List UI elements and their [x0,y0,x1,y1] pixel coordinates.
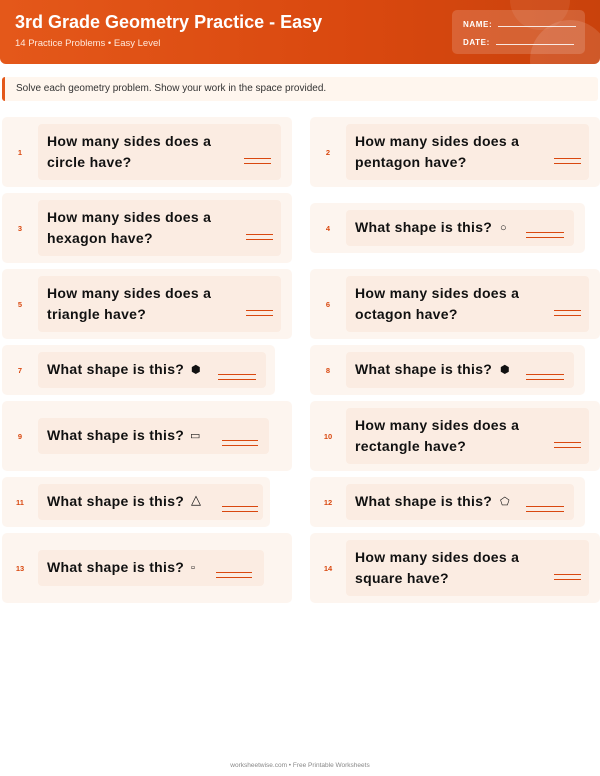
footer: worksheetwise.com • Free Printable Worksheets [230,762,370,769]
date-line[interactable] [496,44,574,45]
problem-number: 12 [323,498,333,507]
question-text: What shape is this? [355,219,493,235]
problem-box [346,210,574,246]
answer-blank[interactable] [554,158,581,164]
problem-box [38,484,263,520]
problem-number: 6 [325,300,331,309]
answer-blank[interactable] [222,506,258,512]
problem-card [310,345,585,395]
page-subtitle: 14 Practice Problems • Easy Level [15,38,161,49]
rectangle-icon: ▭ [190,430,201,442]
answer-blank[interactable] [246,310,273,316]
instructions: Solve each geometry problem. Show your work in the space provided. [2,77,598,101]
problem-number: 3 [17,224,23,233]
hexagon-icon: ⬢ [191,364,201,376]
question-line: How many sides does a [355,417,520,433]
problem-card [2,533,292,603]
problem-card [310,269,600,339]
answer-blank[interactable] [244,158,271,164]
question-text [355,131,519,173]
date-row [463,35,574,47]
problem-number: 14 [323,564,333,573]
question-line: How many sides does a [47,209,212,225]
problem-card [2,117,292,187]
question-text [47,207,211,249]
problem-card [2,193,292,263]
problem-number: 4 [325,224,331,233]
question-text [47,283,211,325]
problem-number: 11 [16,498,24,507]
question-text: What shape is this? [355,361,493,377]
problem-number: 7 [17,366,23,375]
name-line[interactable] [498,26,576,27]
question-text: What shape is this? [355,493,493,509]
problem-box [38,418,269,454]
problem-box [346,352,574,388]
question-line: circle have? [47,154,132,170]
question-text: What shape is this? [47,559,185,575]
question-text: What shape is this? [47,427,185,443]
pentagon-icon: ⬠ [500,496,510,508]
problem-card [2,477,270,527]
problem-number: 5 [17,300,23,309]
answer-blank[interactable] [222,440,258,446]
question-text [47,131,211,173]
problem-number: 8 [325,366,331,375]
problem-number: 9 [17,432,23,441]
square-icon: ▫ [191,562,195,574]
name-date-box [452,10,585,54]
problem-card [310,203,585,253]
name-label: NAME: [463,20,493,29]
problem-box [346,484,574,520]
question-text [355,415,519,457]
answer-blank[interactable] [246,234,273,240]
question-line: pentagon have? [355,154,467,170]
problem-card [310,401,600,471]
question-line: hexagon have? [47,230,153,246]
question-text: What shape is this? [47,493,185,509]
question-line: How many sides does a [47,133,212,149]
answer-blank[interactable] [554,442,581,448]
question-line: rectangle have? [355,438,467,454]
problem-box [38,276,281,332]
problem-number: 13 [15,564,25,573]
problem-number: 2 [325,148,331,157]
hexagon-icon: ⬢ [500,364,510,376]
question-line: How many sides does a [355,133,520,149]
problem-box [38,352,266,388]
question-text: What shape is this? [47,361,185,377]
question-line: octagon have? [355,306,458,322]
problem-box [346,276,589,332]
answer-blank[interactable] [554,310,581,316]
triangle-icon: △ [191,492,201,507]
problem-number: 1 [17,148,23,157]
question-line: How many sides does a [47,285,212,301]
answer-blank[interactable] [554,574,581,580]
problem-box [38,550,264,586]
question-text [355,547,519,589]
problem-box [38,200,281,256]
answer-blank[interactable] [526,232,564,238]
problem-card [2,401,292,471]
answer-blank[interactable] [526,374,564,380]
problem-number: 10 [323,432,333,441]
question-line: square have? [355,570,449,586]
problem-card [2,345,275,395]
circle-icon: ○ [500,222,507,234]
date-label: DATE: [463,38,490,47]
question-line: How many sides does a [355,549,520,565]
worksheet-header [0,0,600,64]
problem-box [38,124,281,180]
page-title: 3rd Grade Geometry Practice - Easy [15,12,323,32]
problem-card [310,477,585,527]
problem-box [346,124,589,180]
problem-card [310,117,600,187]
problem-box [346,540,589,596]
answer-blank[interactable] [216,572,252,578]
answer-blank[interactable] [218,374,256,380]
name-row [463,17,576,29]
answer-blank[interactable] [526,506,564,512]
problem-box [346,408,589,464]
question-text [355,283,519,325]
question-line: How many sides does a [355,285,520,301]
problem-card [2,269,292,339]
problem-card [310,533,600,603]
question-line: triangle have? [47,306,147,322]
